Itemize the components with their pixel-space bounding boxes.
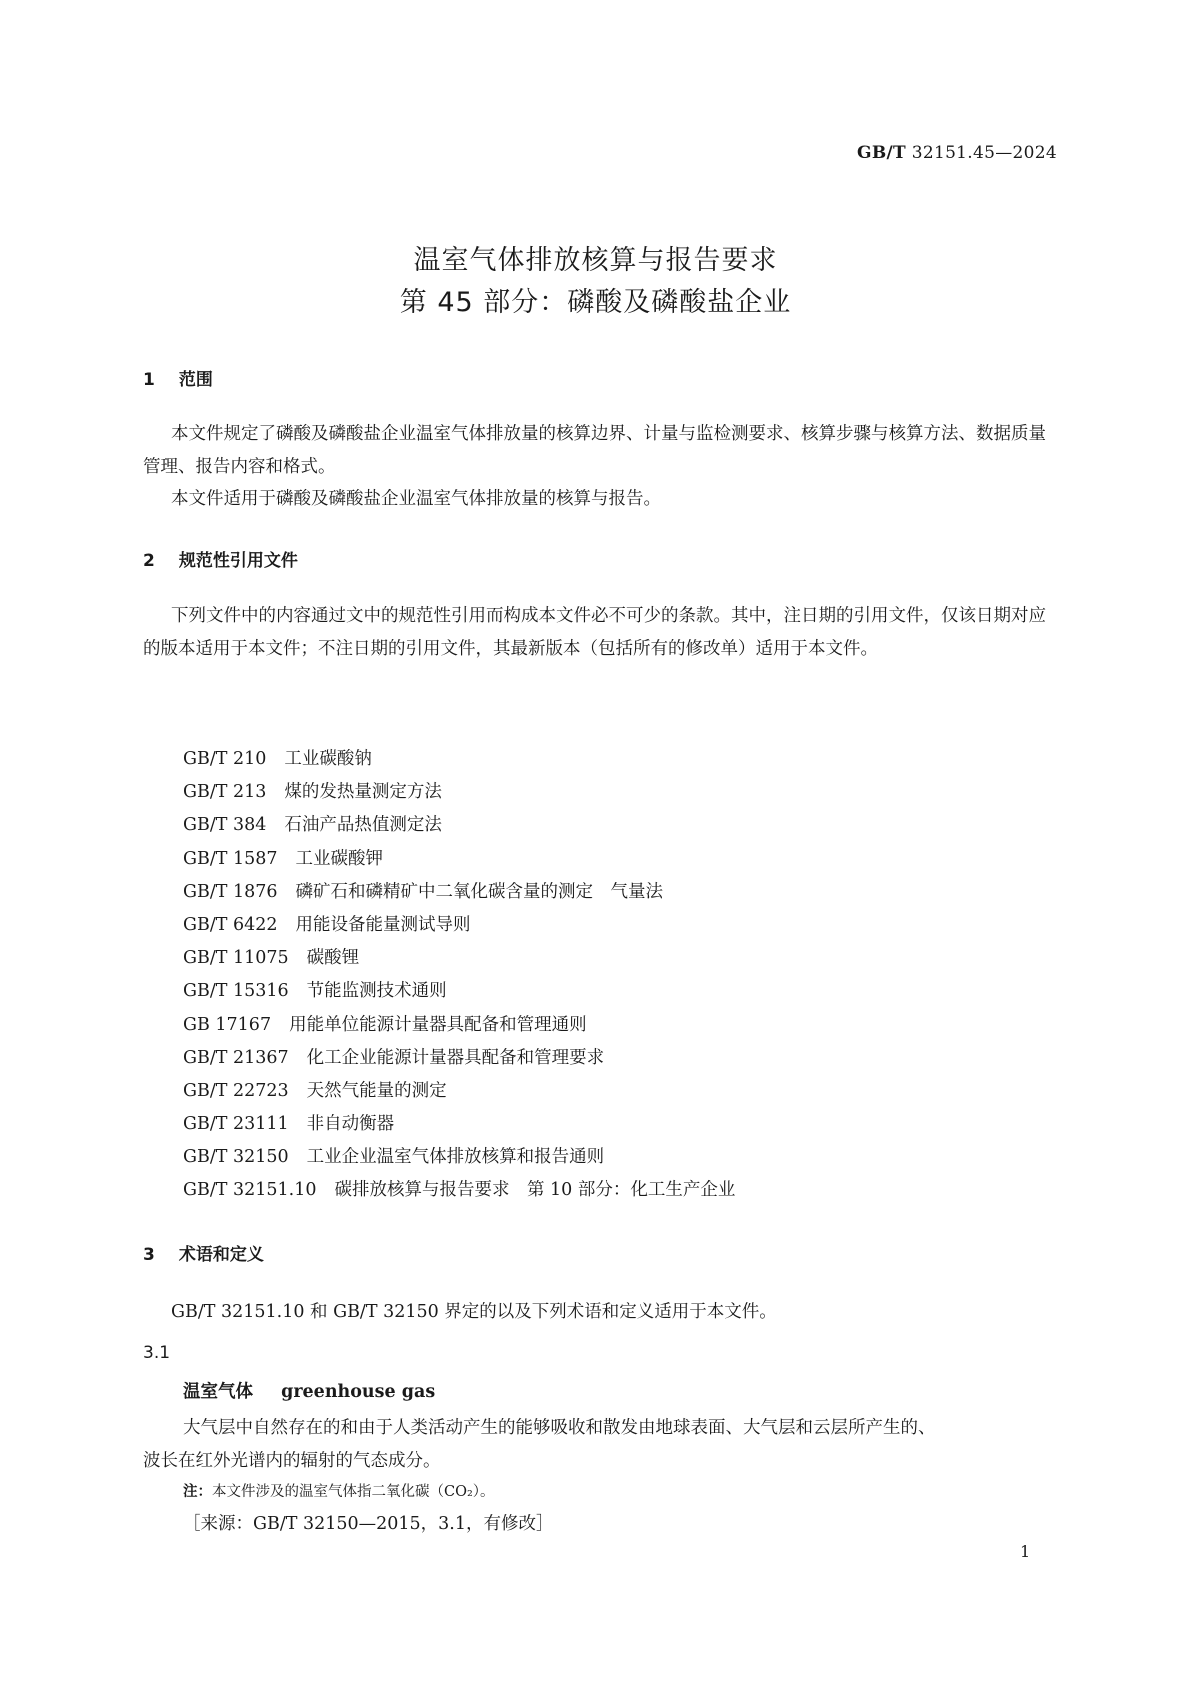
reference-code: GB/T 1876: [183, 881, 278, 902]
term-definition: [143, 1412, 1063, 1478]
paragraph: 下列文件中的内容通过文中的规范性引用而构成本文件必不可少的条款。其中，注日期的引用文件，仅该日期对应的版本适用于本文件；不注日期的引用文件，其最新版本（包括所有的修改单）适用于本文件。: [143, 606, 1046, 659]
term-number: 3.1: [143, 1343, 171, 1363]
reference-code: GB/T 22723: [183, 1080, 289, 1101]
list-item: [183, 909, 735, 942]
list-item: [183, 843, 735, 876]
section-title: 范围: [178, 370, 213, 390]
list-item: [183, 1042, 735, 1075]
paragraph: 本文件规定了磷酸及磷酸盐企业温室气体排放量的核算边界、计量与监检测要求、核算步骤与核算方法、数据质量管理、报告内容和格式。: [143, 424, 1046, 477]
reference-code: GB/T 1587: [183, 848, 278, 869]
list-item: [183, 1075, 735, 1108]
reference-code: GB/T 11075: [183, 948, 289, 969]
list-item: [183, 942, 735, 975]
list-item: [183, 975, 735, 1008]
section-title: 规范性引用文件: [178, 551, 298, 571]
list-item: [183, 1174, 735, 1207]
paragraph: GB/T 32151.10 和 GB/T 32150 界定的以及下列术语和定义适用于本文件。: [171, 1302, 777, 1322]
reference-title: 磷矿石和磷精矿中二氧化碳含量的测定 气量法: [295, 881, 664, 902]
reference-code: GB/T 15316: [183, 981, 289, 1002]
reference-title: 煤的发热量测定方法: [284, 782, 442, 803]
reference-title: 石油产品热值测定法: [284, 815, 442, 836]
reference-title: 工业碳酸钾: [295, 848, 384, 869]
reference-title: 天然气能量的测定: [306, 1080, 447, 1101]
title-line-2: 第 45 部分：磷酸及磷酸盐企业: [399, 287, 792, 318]
reference-title: 工业碳酸钠: [284, 749, 372, 769]
standard-prefix: GB/T: [857, 143, 906, 163]
standard-number: 32151.45—2024: [911, 143, 1057, 163]
list-item: [183, 876, 735, 909]
list-item: [183, 1108, 735, 1141]
term-chinese: 温室气体: [183, 1382, 253, 1402]
reference-code: GB/T 6422: [183, 914, 278, 935]
section-number: 1: [143, 370, 155, 390]
list-item: [183, 776, 735, 809]
page-number: 1: [1020, 1542, 1031, 1561]
reference-code: GB/T 21367: [183, 1047, 289, 1068]
document-title: [0, 240, 1191, 324]
term-english: greenhouse gas: [281, 1382, 436, 1402]
reference-code: GB/T 23111: [183, 1114, 289, 1135]
reference-code: GB/T 32150: [183, 1147, 289, 1168]
section-title: 术语和定义: [178, 1245, 264, 1265]
list-item: [183, 809, 735, 842]
list-item: [183, 743, 735, 776]
reference-title: 化工企业能源计量器具配备和管理要求: [306, 1047, 605, 1068]
term-heading: [183, 1378, 435, 1403]
reference-list: [183, 743, 735, 1208]
definition-line-2: 波长在红外光谱内的辐射的气态成分。: [143, 1451, 441, 1471]
note-label: 注：: [183, 1484, 212, 1500]
reference-code: GB/T 384: [183, 815, 267, 836]
reference-title: 非自动衡器: [306, 1114, 395, 1135]
term-note: [183, 1480, 495, 1501]
term-source: ［来源：GB/T 32150—2015，3.1，有修改］: [183, 1514, 554, 1534]
standard-code: [857, 143, 1057, 163]
title-line-1: 温室气体排放核算与报告要求: [413, 245, 778, 276]
reference-code: GB/T 213: [183, 782, 267, 803]
section-number: 3: [143, 1245, 155, 1265]
note-text: 本文件涉及的温室气体指二氧化碳（CO₂）。: [212, 1484, 495, 1500]
definition-line-1: 大气层中自然存在的和由于人类活动产生的能够吸收和散发由地球表面、大气层和云层所产生的、: [183, 1418, 936, 1438]
reference-title: 节能监测技术通则: [306, 981, 447, 1002]
reference-title: 碳排放核算与报告要求 第 10 部分：化工生产企业: [334, 1180, 736, 1201]
reference-code: GB 17167: [183, 1014, 272, 1035]
reference-title: 碳酸锂: [306, 948, 360, 969]
section-3-heading: [143, 1240, 264, 1265]
list-item: [183, 1009, 735, 1042]
reference-title: 用能单位能源计量器具配备和管理通则: [289, 1014, 587, 1035]
reference-code: GB/T 32151.10: [183, 1180, 317, 1201]
list-item: [183, 1141, 735, 1174]
paragraph: 本文件适用于磷酸及磷酸盐企业温室气体排放量的核算与报告。: [171, 489, 661, 509]
reference-title: 工业企业温室气体排放核算和报告通则: [306, 1147, 605, 1168]
section-1-heading: [143, 365, 213, 390]
reference-code: GB/T 210: [183, 749, 267, 769]
reference-title: 用能设备能量测试导则: [295, 914, 471, 935]
section-number: 2: [143, 551, 155, 571]
section-2-heading: [143, 546, 298, 571]
